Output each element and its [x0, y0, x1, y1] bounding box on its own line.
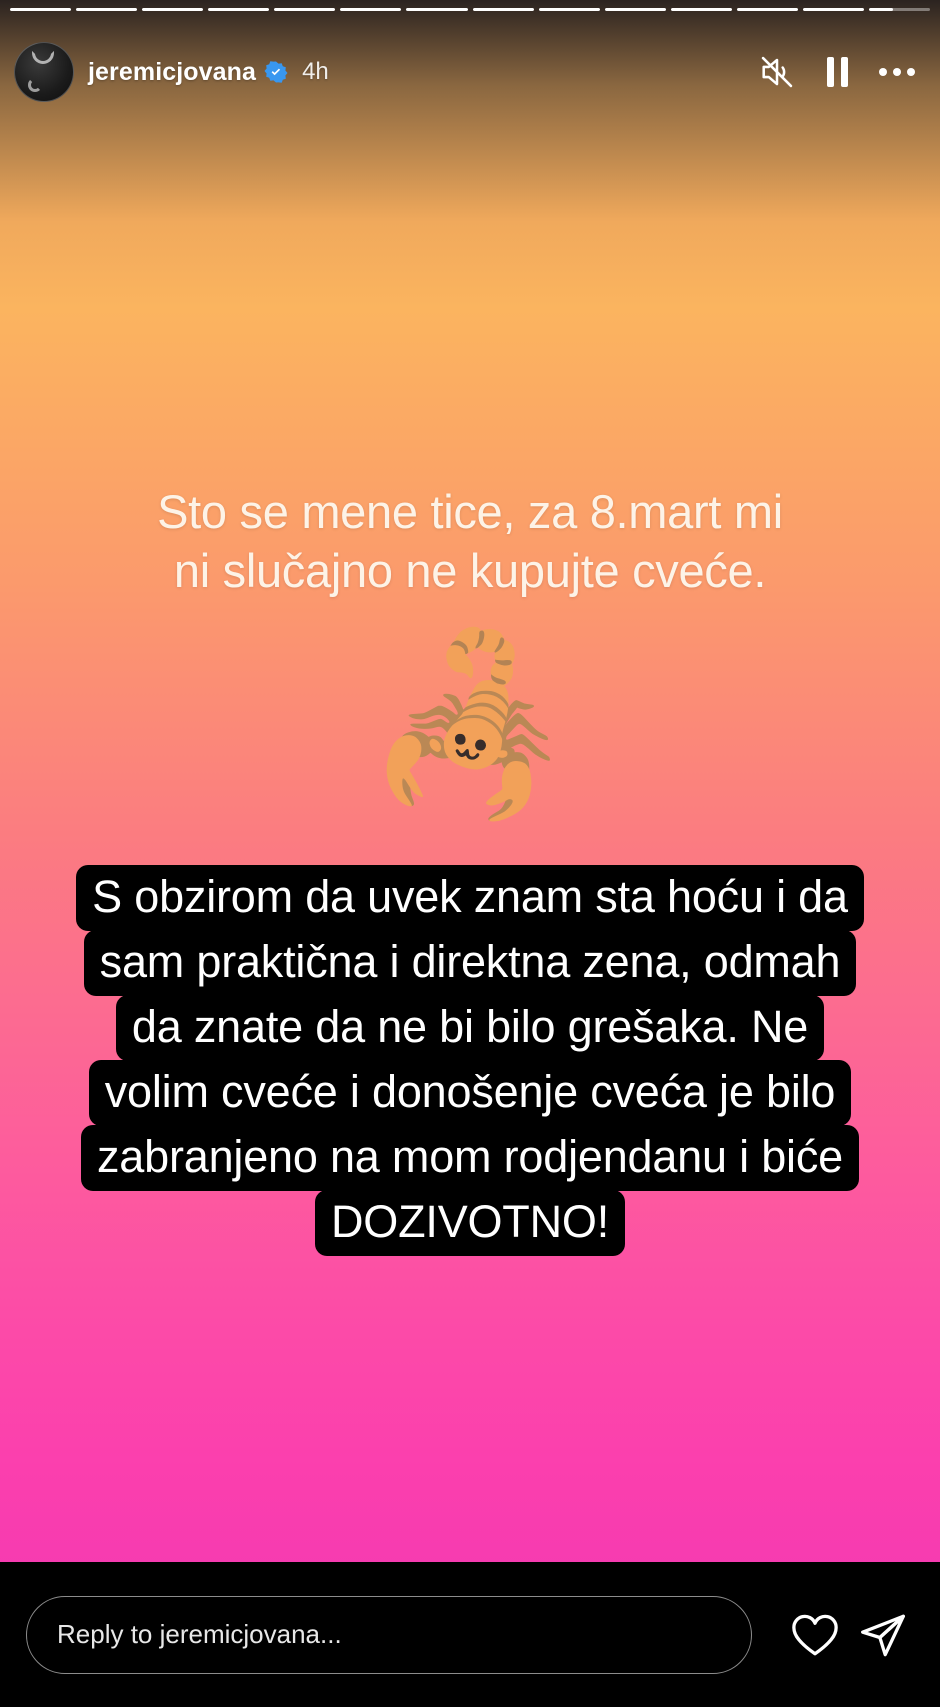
- reply-placeholder: Reply to jeremicjovana...: [57, 1619, 342, 1649]
- progress-segment[interactable]: [142, 8, 203, 11]
- speaker-muted-icon[interactable]: [754, 49, 800, 95]
- highlight-line: volim cveće i donošenje cveća je bilo: [89, 1060, 852, 1126]
- progress-segment[interactable]: [539, 8, 600, 11]
- progress-segment[interactable]: [671, 8, 732, 11]
- scorpion-emoji: 🦂: [364, 630, 576, 820]
- pause-icon[interactable]: [814, 49, 860, 95]
- progress-segment[interactable]: [605, 8, 666, 11]
- progress-segment[interactable]: [208, 8, 269, 11]
- progress-segment[interactable]: [406, 8, 467, 11]
- story-footer: [0, 1562, 940, 1707]
- progress-segment[interactable]: [274, 8, 335, 11]
- share-paper-plane-icon[interactable]: [852, 1604, 914, 1666]
- more-options-icon[interactable]: [874, 49, 920, 95]
- avatar-graphic-top: [32, 51, 54, 64]
- progress-segment[interactable]: [473, 8, 534, 11]
- highlight-line: DOZIVOTNO!: [315, 1190, 625, 1256]
- timestamp-label: 4h: [302, 58, 329, 85]
- highlighted-text-block: [0, 865, 940, 1255]
- progress-segment[interactable]: [10, 8, 71, 11]
- progress-segment[interactable]: [869, 8, 930, 11]
- highlight-line: S obzirom da uvek znam sta hoću i da: [76, 865, 864, 931]
- progress-segment[interactable]: [803, 8, 864, 11]
- progress-segment[interactable]: [340, 8, 401, 11]
- caption-line-1: Sto se mene tice, za 8.mart mi: [157, 485, 783, 538]
- heart-icon[interactable]: [784, 1604, 846, 1666]
- progress-segment[interactable]: [737, 8, 798, 11]
- verified-badge-icon: [264, 60, 288, 84]
- story-header: [0, 40, 940, 104]
- highlight-line: zabranjeno na mom rodjendanu i biće: [81, 1125, 859, 1191]
- caption-line-2: ni slučajno ne kupujte cveće.: [173, 543, 767, 597]
- highlight-line: sam praktična i direktna zena, odmah: [84, 930, 857, 996]
- reply-input[interactable]: [26, 1596, 752, 1674]
- username-label[interactable]: jeremicjovana: [88, 57, 257, 86]
- story-progress-bar: [10, 8, 930, 12]
- highlight-line: da znate da ne bi bilo grešaka. Ne: [116, 995, 824, 1061]
- avatar[interactable]: [14, 42, 74, 102]
- avatar-graphic-bottom: [28, 78, 42, 92]
- story-caption: [50, 483, 890, 601]
- progress-segment[interactable]: [76, 8, 137, 11]
